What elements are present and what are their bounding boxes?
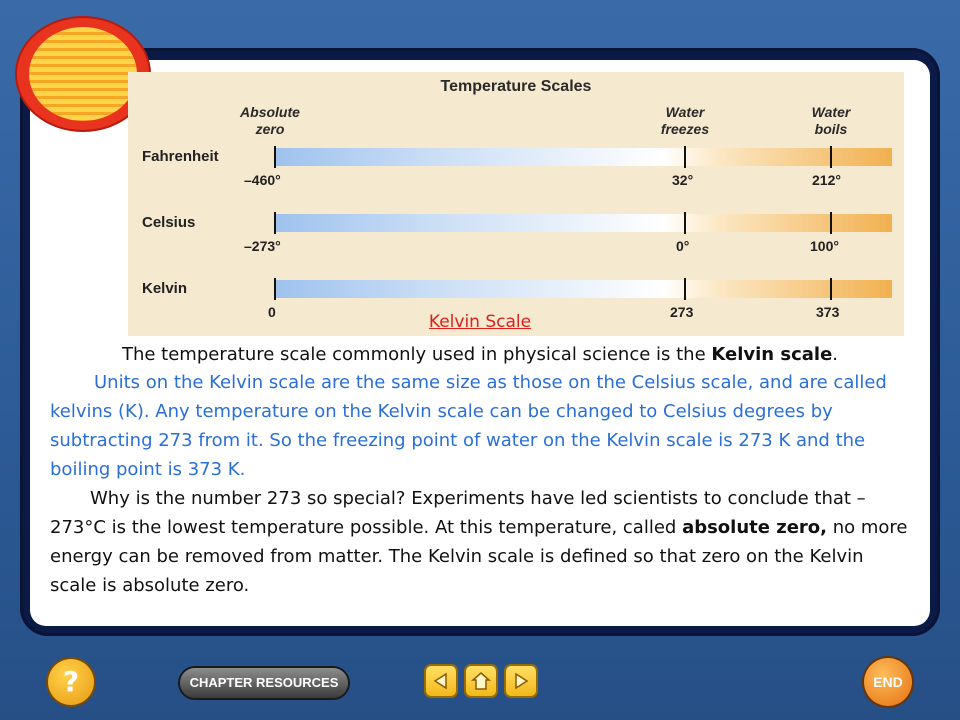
tick-mark: [274, 278, 276, 300]
column-head-line: Absolute: [240, 104, 300, 120]
absolute-zero-term: absolute zero,: [682, 517, 828, 538]
column-head-line: zero: [255, 121, 285, 137]
chapter-resources-button[interactable]: CHAPTER RESOURCES: [180, 668, 348, 698]
column-head-absolute-zero: [230, 104, 310, 138]
column-head-line: Water: [665, 104, 705, 120]
tick-mark: [274, 146, 276, 168]
paragraph-kelvin-units: Units on the Kelvin scale are the same size as those on the Celsius scale, and are called kelvins (K). Any temperature on the Kelvin scale can be changed to Celsius degrees by subtracting 273 from it. So the freezing point of water on the Kelvin scale is 273 K and the boiling point is 373 K.: [50, 372, 887, 480]
column-head-water-boils: [796, 104, 866, 138]
temperature-scales-figure: [128, 72, 904, 336]
row-label-fahrenheit: Fahrenheit: [142, 148, 219, 165]
end-button[interactable]: END: [864, 658, 912, 706]
column-head-water-freezes: [650, 104, 720, 138]
kelvin-freezing-value: 273: [670, 304, 694, 320]
tick-mark: [830, 146, 832, 168]
column-head-line: boils: [814, 121, 848, 137]
next-button[interactable]: [506, 666, 536, 696]
celsius-bar: [274, 214, 892, 232]
tick-mark: [274, 212, 276, 234]
paragraph-text: no more energy can be removed from matter. The Kelvin scale is defined so that zero on the Kelvin scale is absolute zero.: [50, 517, 908, 596]
tick-mark: [830, 278, 832, 300]
paragraph-absolute-zero: [50, 484, 910, 600]
row-label-kelvin: Kelvin: [142, 280, 188, 297]
row-label-celsius: Celsius: [142, 214, 196, 231]
kelvin-bar: [274, 280, 892, 298]
paragraph-text: The temperature scale commonly used in physical science is the: [121, 344, 712, 365]
paragraph-text: .: [832, 344, 839, 365]
previous-button[interactable]: [426, 666, 456, 696]
prev-icon: [432, 672, 450, 690]
tick-mark: [684, 212, 686, 234]
kelvin-boiling-value: 373: [816, 304, 840, 320]
celsius-absolute-zero-value: –273°: [244, 238, 281, 254]
column-head-line: Water: [811, 104, 851, 120]
kelvin-scale-term: Kelvin scale: [711, 344, 833, 365]
tick-mark: [830, 212, 832, 234]
fahrenheit-absolute-zero-value: –460°: [244, 172, 281, 188]
kelvin-scale-link[interactable]: Kelvin Scale: [428, 312, 532, 332]
figure-title: Temperature Scales: [440, 78, 592, 95]
celsius-boiling-value: 100°: [810, 238, 839, 254]
fahrenheit-freezing-value: 32°: [672, 172, 694, 188]
home-button[interactable]: [466, 666, 496, 696]
home-icon: [471, 671, 491, 691]
next-icon: [512, 672, 530, 690]
kelvin-absolute-zero-value: 0: [268, 304, 276, 320]
fahrenheit-boiling-value: 212°: [812, 172, 841, 188]
paragraph-intro: [20, 340, 940, 369]
help-button[interactable]: ?: [48, 659, 94, 705]
paragraph-text: Why is the number 273 so special? Experiments have led scientists to conclude that –273°C is the lowest temperature possible. At this temperature, called: [50, 488, 866, 538]
fahrenheit-bar: [274, 148, 892, 166]
tick-mark: [684, 146, 686, 168]
celsius-freezing-value: 0°: [676, 238, 690, 254]
tick-mark: [684, 278, 686, 300]
column-head-line: freezes: [660, 121, 710, 137]
